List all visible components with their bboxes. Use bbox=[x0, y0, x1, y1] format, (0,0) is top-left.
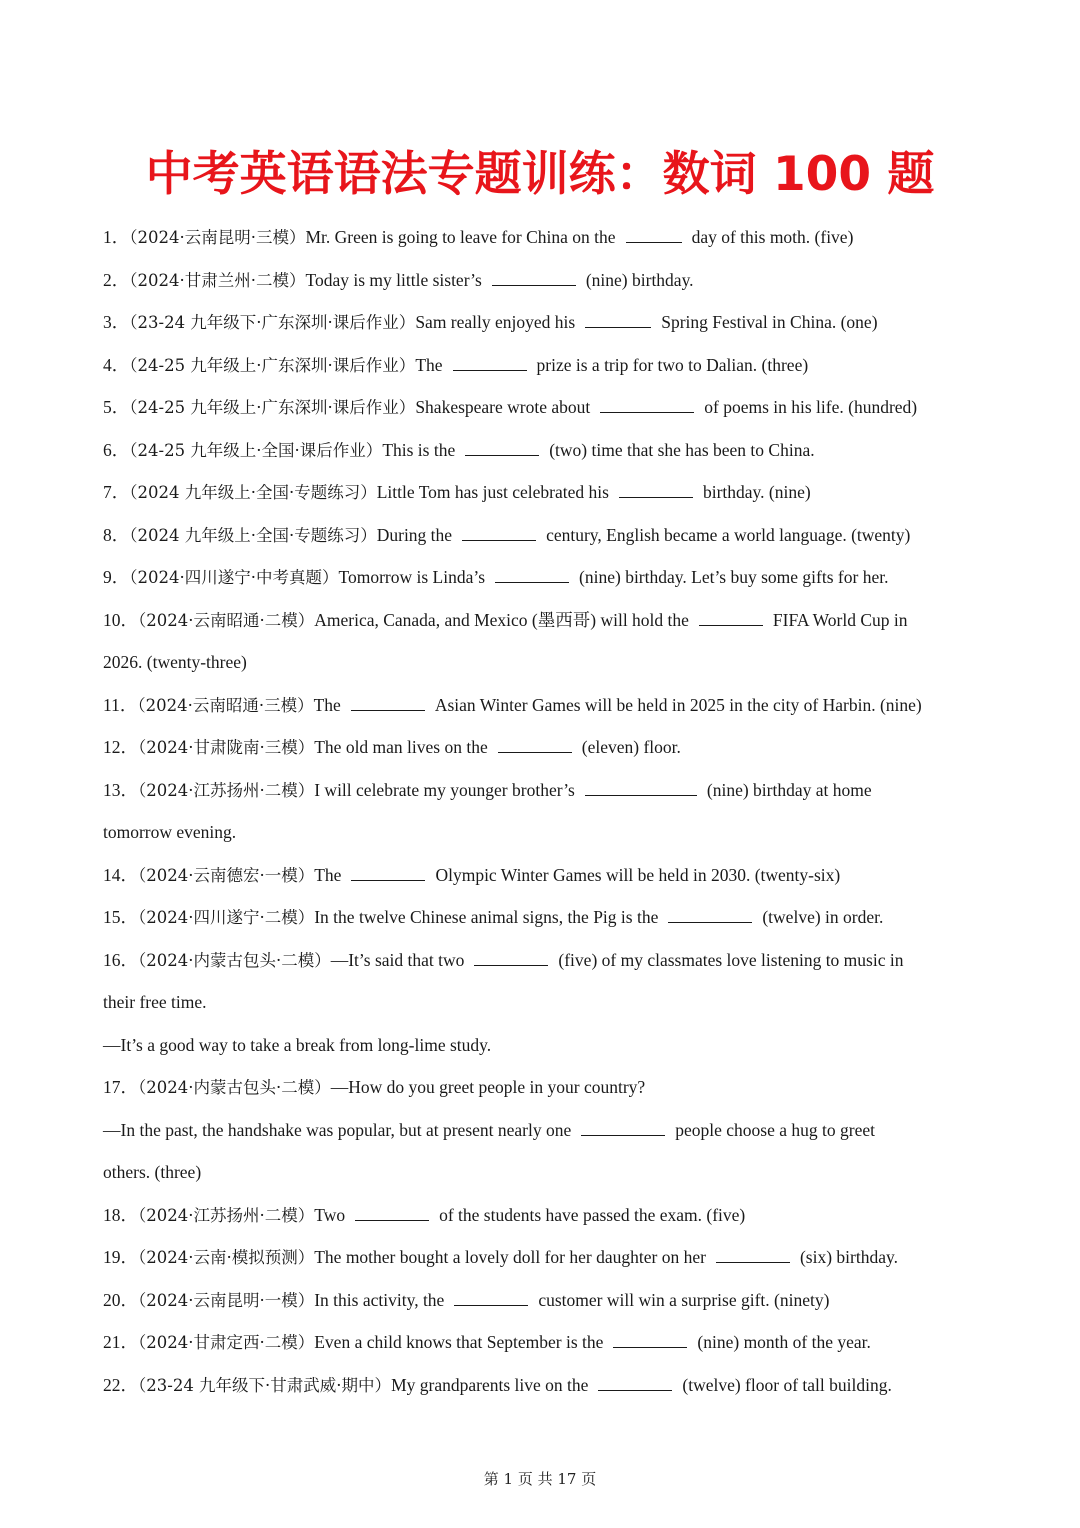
question-source: （24-25 九年级上·广东深圳·课后作业） bbox=[129, 355, 416, 375]
question-line bbox=[103, 1066, 983, 1109]
question-number: 15． bbox=[103, 907, 138, 927]
question-source: （2024·云南昭通·二模） bbox=[138, 610, 315, 630]
question-text: Shakespeare wrote about bbox=[415, 397, 591, 417]
question-number: 18． bbox=[103, 1204, 138, 1225]
answer-blank[interactable] bbox=[626, 227, 682, 243]
question-line bbox=[103, 854, 983, 897]
question-text-after: customer will win a surprise gift. (ninety) bbox=[538, 1289, 830, 1310]
question-text: During the bbox=[376, 524, 453, 545]
question-text-after: (nine) birthday at home bbox=[706, 779, 872, 800]
question-text: —It’s a good way to take a break from long-lime study. bbox=[103, 1034, 492, 1055]
question-text-after: (two) time that she has been to China. bbox=[549, 439, 815, 460]
answer-blank[interactable] bbox=[454, 1290, 528, 1306]
question-line bbox=[103, 471, 983, 514]
question-text-after: day of this moth. (five) bbox=[691, 227, 854, 247]
question-source: （24-25 九年级上·广东深圳·课后作业） bbox=[129, 398, 416, 417]
question-line bbox=[103, 514, 983, 557]
question-line bbox=[103, 1364, 983, 1407]
question-line bbox=[103, 811, 983, 854]
question-list bbox=[103, 216, 983, 1406]
question-text: The old man lives on the bbox=[314, 737, 488, 757]
question-source: （2024·云南昆明·三模） bbox=[129, 228, 306, 247]
question-text: In the twelve Chinese animal signs, the Pig is the bbox=[314, 907, 659, 927]
question-line bbox=[103, 641, 983, 684]
question-text: Today is my little sister’s bbox=[305, 269, 482, 290]
question-text-after: (twelve) in order. bbox=[762, 907, 884, 927]
question-line bbox=[103, 599, 983, 642]
question-number: 17． bbox=[103, 1077, 138, 1097]
question-source: （2024·四川遂宁·二模） bbox=[138, 908, 315, 927]
question-source: （2024·云南昭通·三模） bbox=[137, 695, 314, 715]
question-text-after: (nine) month of the year. bbox=[697, 1332, 871, 1352]
question-text: their free time. bbox=[103, 992, 207, 1012]
question-number: 20． bbox=[103, 1289, 138, 1310]
question-line bbox=[103, 344, 983, 387]
question-line bbox=[103, 726, 983, 769]
answer-blank[interactable] bbox=[585, 780, 697, 796]
question-text: Little Tom has just celebrated his bbox=[376, 482, 609, 502]
question-line bbox=[103, 1321, 983, 1364]
question-line bbox=[103, 301, 983, 344]
question-text: tomorrow evening. bbox=[103, 822, 237, 842]
question-text-after: (five) of my classmates love listening to music in bbox=[558, 949, 904, 970]
question-line bbox=[103, 429, 983, 472]
answer-blank[interactable] bbox=[585, 312, 651, 328]
answer-blank[interactable] bbox=[598, 1375, 672, 1391]
question-text: others. (three) bbox=[103, 1162, 202, 1182]
question-line bbox=[103, 896, 983, 939]
question-number: 11． bbox=[103, 694, 138, 715]
question-source: （2024·四川遂宁·中考真题） bbox=[129, 568, 339, 587]
answer-blank[interactable] bbox=[581, 1120, 665, 1136]
question-line bbox=[103, 259, 983, 302]
question-source: （23-24 九年级下·广东深圳·课后作业） bbox=[129, 313, 416, 332]
question-text-after: (eleven) floor. bbox=[581, 737, 681, 757]
answer-blank[interactable] bbox=[619, 482, 693, 498]
question-text: —How do you greet people in your country? bbox=[330, 1077, 646, 1097]
answer-blank[interactable] bbox=[351, 865, 425, 881]
question-source: （2024·云南·模拟预测） bbox=[138, 1248, 315, 1267]
question-number: 16． bbox=[103, 949, 138, 970]
question-line bbox=[103, 386, 983, 429]
question-text: America, Canada, and Mexico (墨西哥) will hold the bbox=[314, 609, 689, 630]
question-source: （2024·内蒙古包头·二模） bbox=[138, 950, 331, 970]
question-line bbox=[103, 684, 983, 727]
question-source: （2024 九年级上·全国·专题练习） bbox=[129, 525, 377, 545]
question-source: （2024 九年级上·全国·专题练习） bbox=[129, 483, 377, 502]
answer-blank[interactable] bbox=[495, 567, 569, 583]
answer-blank[interactable] bbox=[600, 397, 694, 413]
question-number: 13． bbox=[103, 779, 138, 800]
question-number: 22． bbox=[103, 1374, 138, 1395]
question-source: （2024·甘肃陇南·三模） bbox=[138, 738, 315, 757]
question-number: 19． bbox=[103, 1247, 138, 1267]
answer-blank[interactable] bbox=[613, 1332, 687, 1348]
answer-blank[interactable] bbox=[492, 270, 576, 286]
question-source: （24-25 九年级上·全国·课后作业） bbox=[129, 440, 383, 460]
page-title: 中考英语语法专题训练：数词 100 题 bbox=[145, 147, 935, 202]
answer-blank[interactable] bbox=[462, 525, 536, 541]
question-number: 7． bbox=[103, 482, 130, 502]
question-number: 12． bbox=[103, 737, 138, 757]
question-text-after: (twelve) floor of tall building. bbox=[682, 1374, 892, 1395]
question-text: I will celebrate my younger brother’s bbox=[314, 779, 575, 800]
question-line bbox=[103, 556, 983, 599]
question-number: 21． bbox=[103, 1332, 138, 1352]
answer-blank[interactable] bbox=[351, 695, 425, 711]
question-line bbox=[103, 1151, 983, 1194]
question-text: Sam really enjoyed his bbox=[415, 312, 576, 332]
question-text-after: (nine) birthday. Let’s buy some gifts for her. bbox=[579, 567, 889, 587]
question-text-after: of the students have passed the exam. (five) bbox=[439, 1204, 746, 1225]
question-text-after: Spring Festival in China. (one) bbox=[661, 312, 878, 332]
question-text: Two bbox=[314, 1204, 346, 1225]
question-text-after: (nine) birthday. bbox=[585, 269, 694, 290]
question-text-after: FIFA World Cup in bbox=[772, 609, 908, 630]
question-text: The bbox=[415, 354, 443, 375]
question-source: （2024·云南德宏·一模） bbox=[138, 865, 315, 885]
question-text-after: of poems in his life. (hundred) bbox=[704, 397, 918, 417]
question-text-after: Olympic Winter Games will be held in 2030. (twenty-six) bbox=[435, 864, 841, 885]
question-text-after: people choose a hug to greet bbox=[675, 1119, 875, 1140]
question-text: 2026. (twenty-three) bbox=[103, 652, 247, 672]
answer-blank[interactable] bbox=[453, 355, 527, 371]
question-text: The bbox=[314, 864, 342, 885]
question-text: —In the past, the handshake was popular, but at present nearly one bbox=[103, 1119, 572, 1140]
question-text: The bbox=[313, 694, 341, 715]
question-text-after: Asian Winter Games will be held in 2025 in the city of Harbin. (nine) bbox=[434, 694, 922, 715]
question-source: （2024·甘肃兰州·二模） bbox=[129, 270, 306, 290]
question-number: 8． bbox=[103, 524, 130, 545]
question-number: 4． bbox=[103, 354, 130, 375]
question-text: Tomorrow is Linda’s bbox=[338, 567, 486, 587]
question-source: （2024·云南昆明·一模） bbox=[138, 1290, 315, 1310]
answer-blank[interactable] bbox=[498, 737, 572, 753]
question-text-after: century, English became a world language. (twenty) bbox=[546, 524, 911, 545]
question-line bbox=[103, 1109, 983, 1152]
question-line bbox=[103, 1024, 983, 1067]
question-number: 9． bbox=[103, 567, 130, 587]
question-number: 1． bbox=[103, 227, 130, 247]
question-number: 5． bbox=[103, 397, 130, 417]
answer-blank[interactable] bbox=[699, 610, 763, 626]
question-text: My grandparents live on the bbox=[391, 1374, 589, 1395]
question-text: —It’s said that two bbox=[330, 949, 465, 970]
question-line bbox=[103, 939, 983, 982]
page-footer: 第 1 页 共 17 页 bbox=[483, 1470, 597, 1488]
question-number: 14． bbox=[103, 864, 138, 885]
question-text-after: (six) birthday. bbox=[799, 1247, 898, 1267]
answer-blank[interactable] bbox=[668, 907, 752, 923]
question-number: 2． bbox=[103, 269, 130, 290]
answer-blank[interactable] bbox=[355, 1205, 429, 1221]
question-number: 3． bbox=[103, 312, 130, 332]
question-source: （23-24 九年级下·甘肃武威·期中） bbox=[138, 1375, 392, 1395]
answer-blank[interactable] bbox=[465, 440, 539, 456]
question-text-after: prize is a trip for two to Dalian. (three) bbox=[536, 354, 809, 375]
question-source: （2024·甘肃定西·二模） bbox=[138, 1333, 315, 1352]
question-text: The mother bought a lovely doll for her daughter on her bbox=[314, 1247, 706, 1267]
question-line bbox=[103, 769, 983, 812]
question-line bbox=[103, 216, 983, 259]
question-line bbox=[103, 1279, 983, 1322]
question-text: This is the bbox=[382, 439, 456, 460]
answer-blank[interactable] bbox=[474, 950, 548, 966]
question-source: （2024·江苏扬州·二模） bbox=[138, 780, 315, 800]
question-text: In this activity, the bbox=[314, 1289, 445, 1310]
question-source: （2024·内蒙古包头·二模） bbox=[138, 1078, 331, 1097]
answer-blank[interactable] bbox=[716, 1247, 790, 1263]
question-line bbox=[103, 1194, 983, 1237]
question-number: 6． bbox=[103, 439, 130, 460]
question-line bbox=[103, 981, 983, 1024]
question-text-after: birthday. (nine) bbox=[702, 482, 811, 502]
question-text: Even a child knows that September is the bbox=[314, 1332, 604, 1352]
question-number: 10． bbox=[103, 609, 138, 630]
question-text: Mr. Green is going to leave for China on the bbox=[305, 227, 616, 247]
question-source: （2024·江苏扬州·二模） bbox=[138, 1205, 315, 1225]
question-line bbox=[103, 1236, 983, 1279]
